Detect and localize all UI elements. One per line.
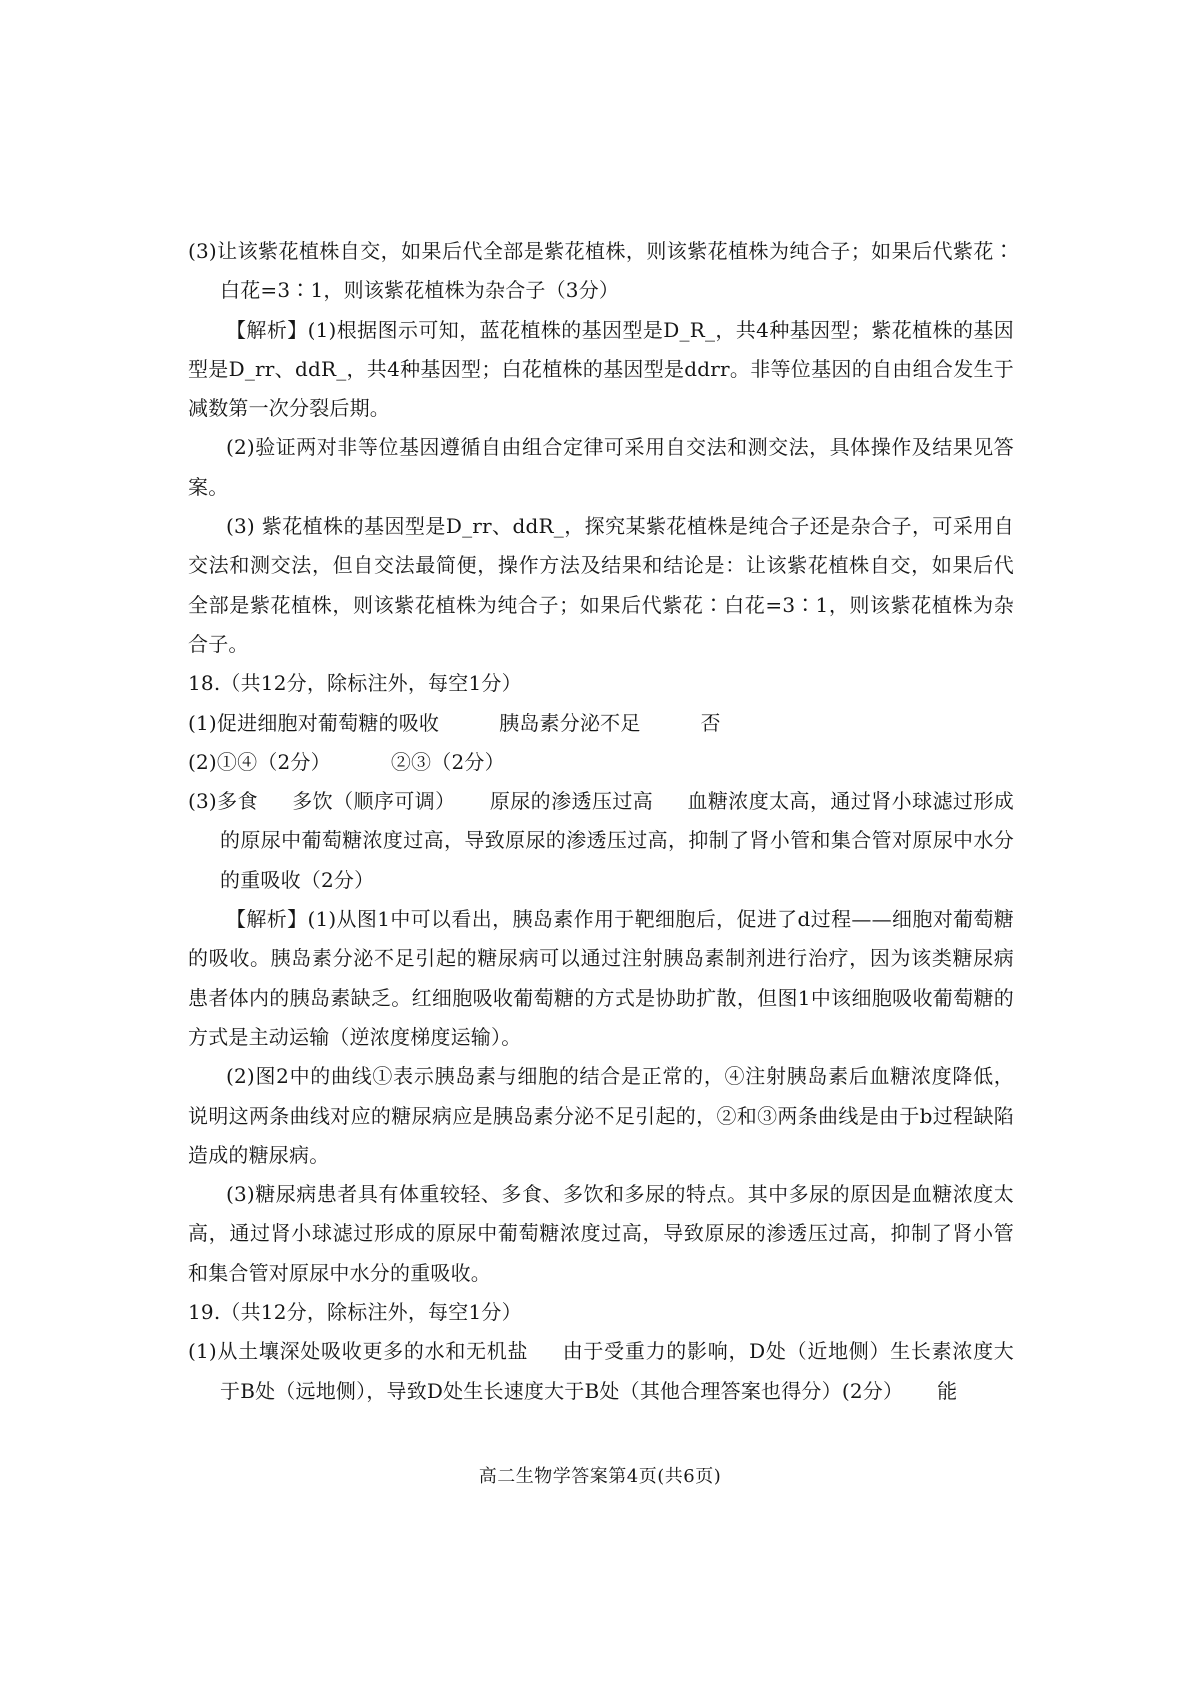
q18-a3-blank1: (3)多食 <box>188 789 258 814</box>
q17-answer-3: (3)让该紫花植株自交，如果后代全部是紫花植株，则该紫花植株为纯合子；如果后代紫花∶白花=3∶1，则该紫花植株为杂合子（3分） <box>188 239 1014 303</box>
q18-a3-blank3: 原尿的渗透压过高 <box>489 789 654 814</box>
q18-a1-blank2: 胰岛素分泌不足 <box>499 710 641 735</box>
q19-heading: 19.（共12分，除标注外，每空1分） <box>188 1300 522 1325</box>
q18-a3-blank2: 多饮（顺序可调） <box>292 789 456 814</box>
q17-analysis-1: 【解析】(1)根据图示可知，蓝花植株的基因型是D_R_，共4种基因型；紫花植株的基因型是D_rr、ddR_，共4种基因型；白花植株的基因型是ddrr。非等位基因的自由组合发生于减数第一次分裂后期。 <box>188 317 1014 421</box>
q18-analysis-1: 【解析】(1)从图1中可以看出，胰岛素作用于靶细胞后，促进了d过程——细胞对葡萄糖的吸收。胰岛素分泌不足引起的糖尿病可以通过注射胰岛素制剂进行治疗，因为该类糖尿病患者体内的胰岛素缺乏。红细胞吸收葡萄糖的方式是协助扩散，但图1中该细胞吸收葡萄糖的方式是主动运输（逆浓度梯度运输）。 <box>188 907 1014 1049</box>
q18-heading: 18.（共12分，除标注外，每空1分） <box>188 671 522 696</box>
page-footer: 高二生物学答案第4页(共6页) <box>478 1466 722 1487</box>
q18-a1-blank1: (1)促进细胞对葡萄糖的吸收 <box>188 710 440 735</box>
q18-a2-blank1: (2)①④（2分） <box>188 749 331 774</box>
page-content <box>188 232 1014 1411</box>
q18-a2-blank2: ②③（2分） <box>390 749 505 774</box>
q18-a3-blank4: 血糖浓度太高，通过肾小球滤过形成的原尿中葡萄糖浓度过高，导致原尿的渗透压过高，抑制了肾小管和集合管对原尿中水分的重吸收（2分） <box>220 789 1014 892</box>
q18-analysis-3: (3)糖尿病患者具有体重较轻、多食、多饮和多尿的特点。其中多尿的原因是血糖浓度太高，通过肾小球滤过形成的原尿中葡萄糖浓度过高，导致原尿的渗透压过高，抑制了肾小管和集合管对原尿中水分的重吸收。 <box>188 1182 1014 1285</box>
q19-a1-blank3: 能 <box>937 1378 958 1403</box>
q18-answer-1 <box>188 704 1014 743</box>
q17-analysis-3: (3) 紫花植株的基因型是D_rr、ddR_，探究某紫花植株是纯合子还是杂合子，可采用自交法和测交法，但自交法最简便，操作方法及结果和结论是：让该紫花植株自交，如果后代全部是紫花植株，则该紫花植株为纯合子；如果后代紫花∶白花=3∶1，则该紫花植株为杂合子。 <box>188 514 1014 656</box>
q18-answer-3 <box>188 782 1014 900</box>
q19-a1-blank1: (1)从土壤深处吸收更多的水和无机盐 <box>188 1339 529 1364</box>
q18-analysis-2: (2)图2中的曲线①表示胰岛素与细胞的结合是正常的，④注射胰岛素后血糖浓度降低，说明这两条曲线对应的糖尿病应是胰岛素分泌不足引起的，②和③两条曲线是由于b过程缺陷造成的糖尿病。 <box>188 1064 1014 1167</box>
q19-answer-1 <box>188 1332 1014 1411</box>
q18-a1-blank3: 否 <box>700 710 721 735</box>
q18-answer-2 <box>188 743 1014 782</box>
q17-analysis-2: (2)验证两对非等位基因遵循自由组合定律可采用自交法和测交法，具体操作及结果见答案。 <box>188 435 1014 499</box>
q19-a1-blank2: 由于受重力的影响，D处（近地侧）生长素浓度大于B处（远地侧），导致D处生长速度大于B处（其他合理答案也得分）(2分） <box>220 1339 1014 1403</box>
